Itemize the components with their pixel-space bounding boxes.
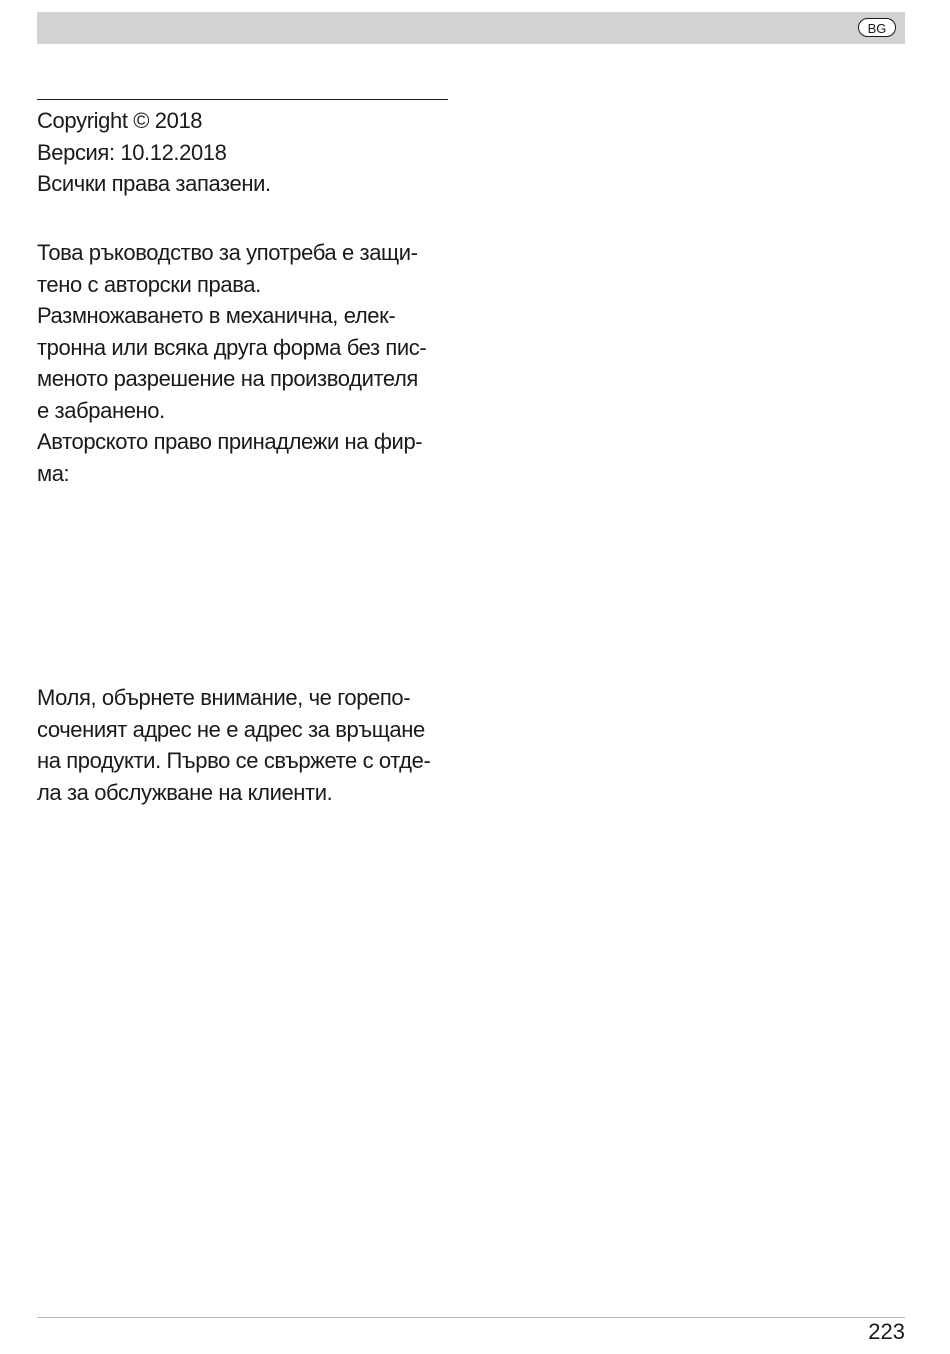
footer-divider [37,1317,905,1318]
text-line: тронна или всяка друга форма без пис- [37,334,427,360]
text-line: Размножаването в механична, елек- [37,303,396,328]
text-line: Моля, обърнете внимание, че горепо- [37,685,411,710]
copyright-block [37,105,457,200]
rights-line: Всички права запазени. [37,171,271,196]
return-notice-paragraph [37,682,457,808]
page-number: 223 [868,1319,905,1344]
top-divider [37,99,448,100]
copyright-line: Copyright © 2018 [37,108,203,133]
text-line: Това ръководство за употреба е защи- [37,240,418,265]
text-line: ма: [37,460,70,486]
text-line: сочeният адрес не е адрес за връщане [37,716,425,742]
language-badge: BG [858,18,896,37]
version-line: Версия: 10.12.2018 [37,139,227,165]
text-line: на продукти. Първо се свържете с отде- [37,748,431,773]
text-line: е забранено. [37,397,165,423]
header-bar [37,12,905,44]
legal-paragraph [37,237,457,489]
text-line: меното разрешение на производителя [37,366,418,391]
text-line: тено с авторски права. [37,271,261,297]
text-line: Авторското право принадлежи на фир- [37,429,423,454]
text-line: ла за обслужване на клиенти. [37,779,333,805]
